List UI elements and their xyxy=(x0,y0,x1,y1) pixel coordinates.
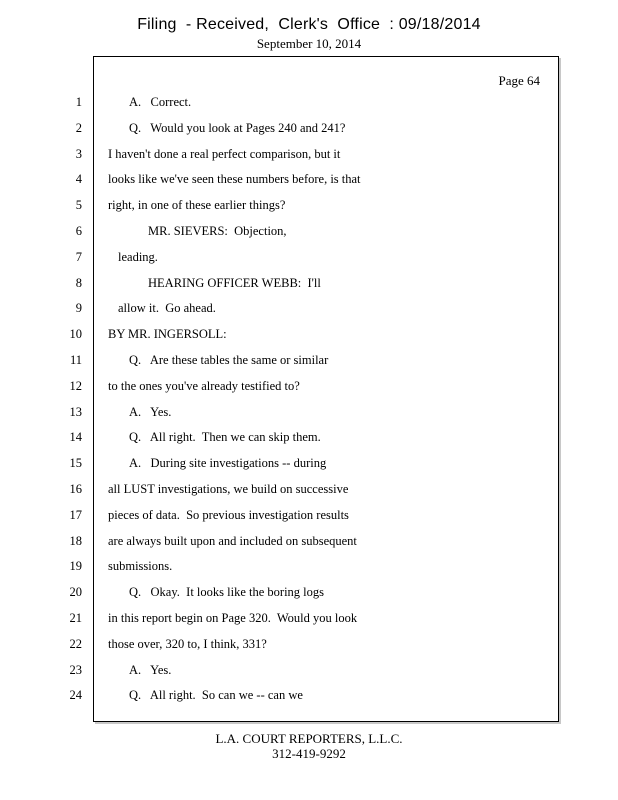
transcript-line: are always built upon and included on subsequent xyxy=(108,534,357,548)
line-number: 24 xyxy=(69,688,82,702)
transcript-line: Q. Okay. It looks like the boring logs xyxy=(129,585,325,599)
line-number: 2 xyxy=(75,121,82,135)
transcript-line: pieces of data. So previous investigation results xyxy=(108,508,349,522)
line-number: 15 xyxy=(69,456,82,470)
transcript-line: HEARING OFFICER WEBB: I'll xyxy=(148,276,321,290)
transcript-line: Q. Would you look at Pages 240 and 241? xyxy=(129,121,346,135)
transcript-date: September 10, 2014 xyxy=(256,36,362,51)
transcript-line: Q. All right. Then we can skip them. xyxy=(129,430,321,444)
transcript-line: Q. All right. So can we -- can we xyxy=(129,688,303,702)
line-number: 13 xyxy=(69,405,82,419)
transcript-line: MR. SIEVERS: Objection, xyxy=(148,224,287,238)
transcript-line: to the ones you've already testified to? xyxy=(108,379,300,393)
line-number: 6 xyxy=(75,224,82,238)
transcript-line: submissions. xyxy=(108,559,173,573)
line-number: 12 xyxy=(69,379,82,393)
line-number: 10 xyxy=(69,327,82,341)
transcript-line: in this report begin on Page 320. Would you look xyxy=(108,611,358,625)
line-number: 5 xyxy=(75,198,82,212)
line-number: 23 xyxy=(69,663,82,677)
transcript-line: A. Yes. xyxy=(129,405,172,419)
line-number: 14 xyxy=(69,430,82,444)
transcript-line: right, in one of these earlier things? xyxy=(108,198,286,212)
filing-stamp: Filing - Received, Clerk's Office : 09/18/2014 xyxy=(137,16,481,33)
transcript-line: all LUST investigations, we build on successive xyxy=(108,482,349,496)
transcript-line: Q. Are these tables the same or similar xyxy=(129,353,329,367)
line-number: 1 xyxy=(75,95,82,109)
footer-phone: 312-419-9292 xyxy=(272,746,346,761)
line-number: 9 xyxy=(75,301,82,315)
line-number: 11 xyxy=(69,353,82,367)
line-number: 8 xyxy=(75,276,82,290)
line-number: 22 xyxy=(69,637,82,651)
page-number: Page 64 xyxy=(498,73,540,88)
line-number: 4 xyxy=(75,172,82,186)
transcript-line: looks like we've seen these numbers before, is that xyxy=(108,172,361,186)
line-number: 16 xyxy=(69,482,82,496)
line-number: 17 xyxy=(69,508,82,522)
line-number: 18 xyxy=(69,534,82,548)
line-number: 20 xyxy=(69,585,82,599)
line-number: 3 xyxy=(75,147,82,161)
line-number: 7 xyxy=(75,250,82,264)
line-number: 19 xyxy=(69,559,82,573)
transcript-line: A. During site investigations -- during xyxy=(129,456,327,470)
transcript-line: A. Correct. xyxy=(129,95,192,109)
line-number: 21 xyxy=(69,611,82,625)
transcript-line: leading. xyxy=(118,250,158,264)
transcript-line: A. Yes. xyxy=(129,663,172,677)
transcript-line: BY MR. INGERSOLL: xyxy=(108,327,227,341)
transcript-line: I haven't done a real perfect comparison, but it xyxy=(108,147,341,161)
footer-company: L.A. COURT REPORTERS, L.L.C. xyxy=(215,731,403,746)
transcript-line: those over, 320 to, I think, 331? xyxy=(108,637,267,651)
transcript-line: allow it. Go ahead. xyxy=(118,301,216,315)
